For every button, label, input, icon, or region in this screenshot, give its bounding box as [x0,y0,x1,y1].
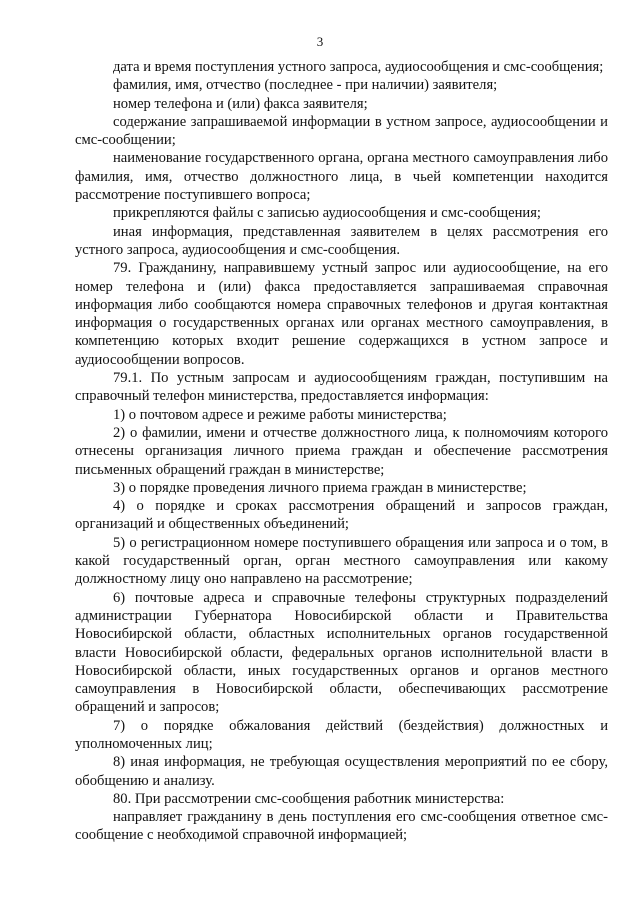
list-item: 8) иная информация, не требующая осуществления мероприятий по ее сбору, обобщению и анализу. [75,754,608,789]
paragraph: фамилия, имя, отчество (последнее - при наличии) заявителя; [113,77,498,94]
list-item: 6) почтовые адреса и справочные телефоны структурных подразделений администрации Губернатора Новосибирской области и Правительства Новосибирской области, областных исполнительных органов государственной власти Новосибирской области, федеральных органов исполнительной власти в Новосибирской области, иных государственных органов и органов местного самоуправления в Новосибирской области, обеспечивающих рассмотрение обращений и запросов; [75,589,608,716]
paragraph: направляет гражданину в день поступления его смс-сообщения ответное смс-сообщение с необходимой справочной информацией; [75,809,608,844]
paragraph: номер телефона и (или) факса заявителя; [113,95,368,112]
paragraph: 79. Гражданину, направившему устный запрос или аудиосообщение, на его номер телефона и (или) факса предоставляется запрашиваемая справочная информация либо сообщаются номера справочных телефонов и другая контактная информация о государственных органах или органах местного самоуправления, в компетенцию которых входит решение содержащихся в устном запросе и аудиосообщении вопросов. [75,260,608,368]
paragraph: 79.1. По устным запросам и аудиосообщениям граждан, поступившим на справочный телефон министерства, предоставляется информация: [75,370,608,405]
list-item: 1) о почтовом адресе и режиме работы министерства; [113,406,447,423]
page-number: 3 [316,34,324,49]
paragraph: 80. При рассмотрении смс-сообщения работник министерства: [113,790,505,807]
document-body [75,58,608,845]
list-item: 4) о порядке и сроках рассмотрения обращений и запросов граждан, организаций и общественных объединений; [75,498,608,533]
list-item: 3) о порядке проведения личного приема граждан в министерстве; [113,479,527,496]
list-item: 2) о фамилии, имени и отчестве должностного лица, к полномочиям которого отнесены организация личного приема граждан и обеспечение рассмотрения письменных обращений граждан в министерстве; [75,424,608,478]
paragraph: дата и время поступления устного запроса, аудиосообщения и смс-сообщения; [113,59,604,75]
paragraph: наименование государственного органа, органа местного самоуправления либо фамилия, имя, отчество должностного лица, в чьей компетенции находится рассмотрение поступившего вопроса; [75,150,608,204]
list-item: 7) о порядке обжалования действий (бездействия) должностных и уполномоченных лиц; [75,717,608,752]
paragraph: иная информация, представленная заявителем в целях рассмотрения его устного запроса, аудиосообщения и смс-сообщения. [75,223,608,258]
list-item: 5) о регистрационном номере поступившего обращения или запроса и о том, в какой государственный орган, орган местного самоуправления или какому должностному лицу оно направлено на рассмотрение; [75,534,608,588]
paragraph: прикрепляются файлы с записью аудиосообщения и смс-сообщения; [113,205,541,222]
paragraph: содержание запрашиваемой информации в устном запросе, аудиосообщении и смс-сообщении; [75,113,608,149]
